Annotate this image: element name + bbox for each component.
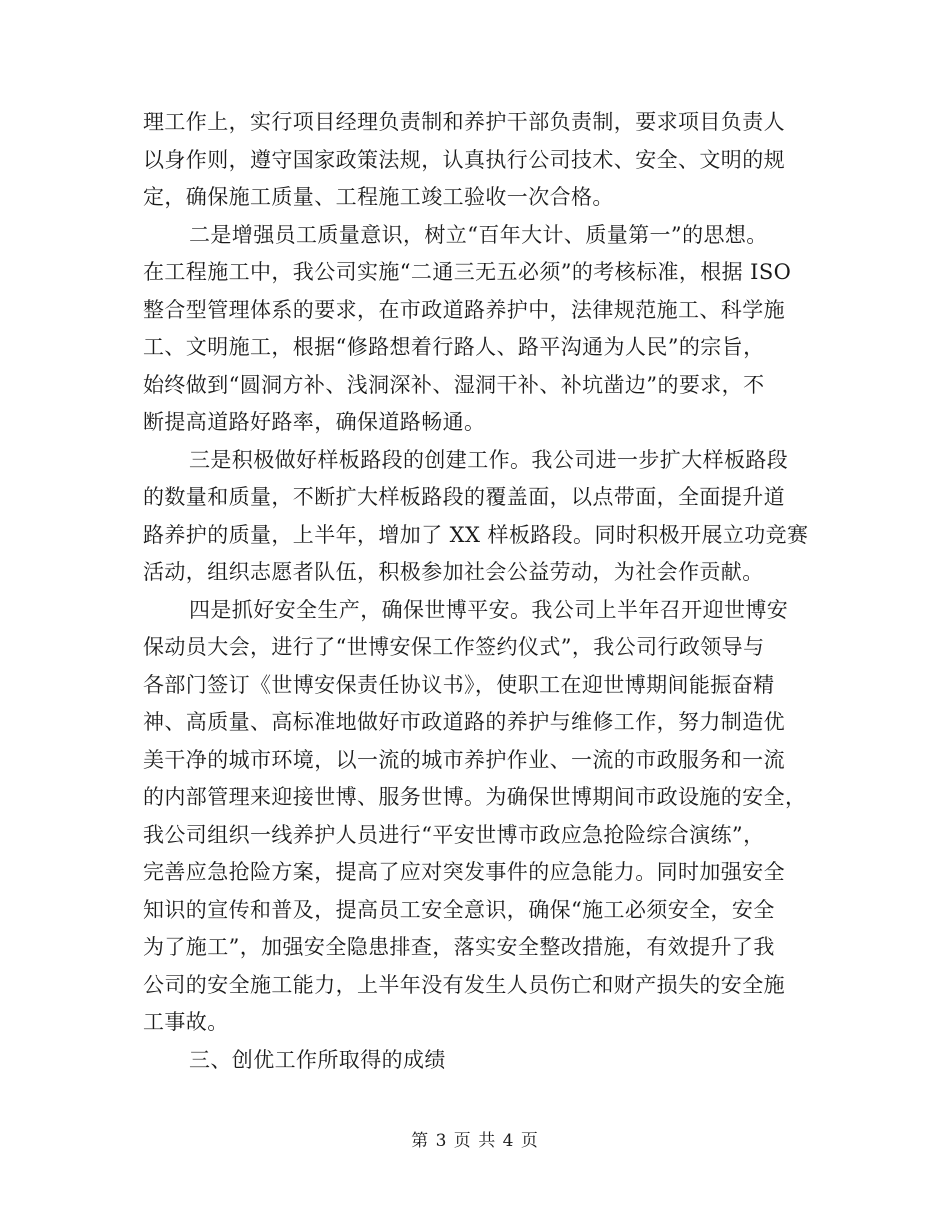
text-line: 知识的宣传和普及，提高员工安全意识，确保“施工必须安全，安全 [143,897,775,922]
paragraph-safety [143,592,815,1042]
text-line: 理工作上，实行项目经理负责制和养护干部负责制，要求项目负责人 [143,110,785,134]
text-line: 的内部管理来迎接世博、服务世博。为确保世博期间市政设施的安全， [143,785,807,809]
text-line: 的数量和质量，不断扩大样板路段的覆盖面，以点带面，全面提升道 [143,485,785,509]
paragraph-quality-awareness [143,217,815,442]
text-line: 神、高质量、高标准地做好市政道路的养护与维修工作，努力制造优 [143,710,785,734]
text-line: 公司的安全施工能力，上半年没有发生人员伤亡和财产损失的安全施 [143,972,785,997]
text-line: 保动员大会，进行了“世博安保工作签约仪式”，我公司行政领导与 [143,635,765,659]
text-line: 三、创优工作所取得的成绩 [189,1047,446,1072]
text-line: 始终做到“圆洞方补、浅洞深补、湿洞干补、补坑凿边”的要求，不 [143,372,765,397]
section-heading [143,1042,815,1080]
text-line: 各部门签订《世博安保责任协议书》，使职工在迎世博期间能振奋精 [143,672,775,697]
text-line: 以身作则，遵守国家政策法规，认真执行公司技术、安全、文明的规 [143,147,785,172]
paragraph-continuation [143,104,815,217]
text-line: 路养护的质量，上半年，增加了 XX 样板路段。同时积极开展立功竞赛 [143,522,809,547]
text-line: 二是增强员工质量意识，树立“百年大计、质量第一”的思想。 [189,222,768,247]
text-line: 我公司组织一线养护人员进行“平安世博市政应急抢险综合演练”， [143,822,765,847]
paragraph-model-road [143,442,815,592]
text-line: 活动，组织志愿者队伍，积极参加社会公益劳动，为社会作贡献。 [143,560,764,584]
text-line: 断提高道路好路率，确保道路畅通。 [143,410,486,434]
text-line: 定，确保施工质量、工程施工竣工验收一次合格。 [143,185,614,209]
text-line: 四是抓好安全生产，确保世博平安。我公司上半年召开迎世博安 [189,597,789,622]
text-line: 工、文明施工，根据“修路想着行路人、路平沟通为人民”的宗旨， [143,335,765,359]
text-line: 为了施工”，加强安全隐患排查，落实安全整改措施，有效提升了我 [143,935,775,959]
document-body [143,104,815,1079]
text-line: 整合型管理体系的要求，在市政道路养护中，法律规范施工、科学施 [143,297,785,322]
text-line: 在工程施工中，我公司实施“二通三无五必须”的考核标准，根据 ISO [143,260,792,284]
text-line: 三是积极做好样板路段的创建工作。我公司进一步扩大样板路段 [189,447,789,472]
text-line: 工事故。 [143,1010,229,1034]
text-line: 完善应急抢险方案，提高了应对突发事件的应急能力。同时加强安全 [143,860,785,884]
text-line: 美干净的城市环境，以一流的城市养护作业、一流的市政服务和一流 [143,747,785,772]
page-number-footer: 第 3 页 共 4 页 [411,1131,539,1151]
